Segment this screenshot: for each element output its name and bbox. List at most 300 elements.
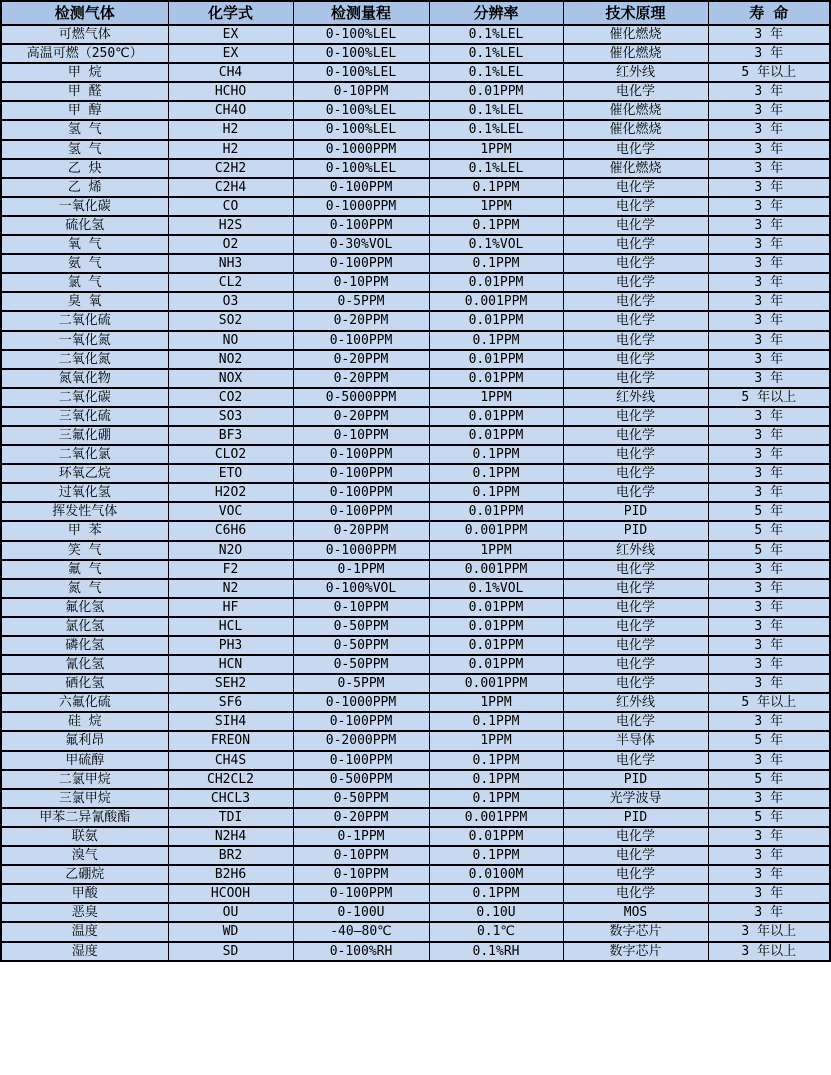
gas-name-cell: 一氧化碳 (1, 197, 168, 216)
gas-name-cell: 湿度 (1, 942, 168, 961)
chemical-formula-cell: C6H6 (168, 521, 293, 540)
table-row (1, 521, 830, 540)
resolution-cell: 0.001PPM (429, 560, 563, 579)
principle-cell: PID (563, 770, 708, 789)
resolution-cell: 0.01PPM (429, 598, 563, 617)
detection-range-cell: 0-10PPM (293, 865, 429, 884)
resolution-cell: 0.01PPM (429, 655, 563, 674)
detection-range-cell: 0-20PPM (293, 407, 429, 426)
chemical-formula-cell: FREON (168, 731, 293, 750)
gas-name-cell: 挥发性气体 (1, 502, 168, 521)
gas-name-cell: 氢 气 (1, 120, 168, 139)
resolution-cell: 0.01PPM (429, 827, 563, 846)
lifespan-cell: 3 年 (708, 789, 830, 808)
lifespan-cell: 3 年 (708, 560, 830, 579)
table-row (1, 560, 830, 579)
lifespan-cell: 3 年 (708, 751, 830, 770)
gas-name-cell: 氯 气 (1, 273, 168, 292)
detection-range-cell: 0-2000PPM (293, 731, 429, 750)
lifespan-cell: 3 年以上 (708, 942, 830, 961)
gas-name-cell: 三氯甲烷 (1, 789, 168, 808)
lifespan-cell: 5 年以上 (708, 693, 830, 712)
detection-range-cell: 0-100%LEL (293, 25, 429, 44)
detection-range-cell: 0-100%VOL (293, 579, 429, 598)
gas-name-cell: 甲 苯 (1, 521, 168, 540)
table-row (1, 178, 830, 197)
lifespan-cell: 3 年 (708, 464, 830, 483)
detection-range-cell: 0-1PPM (293, 560, 429, 579)
principle-cell: PID (563, 521, 708, 540)
resolution-cell: 0.001PPM (429, 808, 563, 827)
table-row (1, 579, 830, 598)
resolution-cell: 0.1PPM (429, 254, 563, 273)
resolution-cell: 1PPM (429, 731, 563, 750)
detection-range-cell: 0-20PPM (293, 350, 429, 369)
detection-range-cell: -40—80℃ (293, 922, 429, 941)
lifespan-cell: 5 年以上 (708, 63, 830, 82)
detection-range-cell: 0-10PPM (293, 82, 429, 101)
table-row (1, 865, 830, 884)
resolution-cell: 0.01PPM (429, 82, 563, 101)
table-row (1, 44, 830, 63)
lifespan-cell: 3 年 (708, 273, 830, 292)
chemical-formula-cell: HCN (168, 655, 293, 674)
resolution-cell: 1PPM (429, 541, 563, 560)
detection-range-cell: 0-100PPM (293, 483, 429, 502)
gas-name-cell: 二氧化氮 (1, 350, 168, 369)
lifespan-cell: 5 年以上 (708, 388, 830, 407)
lifespan-cell: 3 年 (708, 216, 830, 235)
resolution-cell: 0.01PPM (429, 311, 563, 330)
table-row (1, 63, 830, 82)
table-row (1, 120, 830, 139)
chemical-formula-cell: H2 (168, 120, 293, 139)
column-header-gas-name: 检测气体 (1, 1, 168, 25)
table-row (1, 292, 830, 311)
principle-cell: 电化学 (563, 483, 708, 502)
principle-cell: MOS (563, 903, 708, 922)
resolution-cell: 1PPM (429, 388, 563, 407)
resolution-cell: 0.01PPM (429, 369, 563, 388)
lifespan-cell: 3 年 (708, 44, 830, 63)
detection-range-cell: 0-100%LEL (293, 101, 429, 120)
resolution-cell: 0.1PPM (429, 712, 563, 731)
detection-range-cell: 0-1PPM (293, 827, 429, 846)
gas-name-cell: 氟 气 (1, 560, 168, 579)
lifespan-cell: 3 年 (708, 197, 830, 216)
principle-cell: 电化学 (563, 598, 708, 617)
lifespan-cell: 3 年 (708, 292, 830, 311)
principle-cell: 红外线 (563, 541, 708, 560)
detection-range-cell: 0-100PPM (293, 445, 429, 464)
column-header-chemical-formula: 化学式 (168, 1, 293, 25)
lifespan-cell: 3 年 (708, 331, 830, 350)
resolution-cell: 0.001PPM (429, 521, 563, 540)
gas-name-cell: 二氧化碳 (1, 388, 168, 407)
table-row (1, 617, 830, 636)
table-row (1, 445, 830, 464)
resolution-cell: 1PPM (429, 197, 563, 216)
lifespan-cell: 3 年 (708, 426, 830, 445)
gas-name-cell: 可燃气体 (1, 25, 168, 44)
chemical-formula-cell: EX (168, 44, 293, 63)
chemical-formula-cell: EX (168, 25, 293, 44)
table-row (1, 541, 830, 560)
gas-name-cell: 温度 (1, 922, 168, 941)
chemical-formula-cell: H2 (168, 140, 293, 159)
gas-name-cell: 硅 烷 (1, 712, 168, 731)
chemical-formula-cell: ETO (168, 464, 293, 483)
principle-cell: 电化学 (563, 350, 708, 369)
principle-cell: 电化学 (563, 636, 708, 655)
lifespan-cell: 3 年 (708, 350, 830, 369)
chemical-formula-cell: CO (168, 197, 293, 216)
resolution-cell: 1PPM (429, 140, 563, 159)
lifespan-cell: 3 年 (708, 25, 830, 44)
detection-range-cell: 0-100%LEL (293, 159, 429, 178)
table-row (1, 827, 830, 846)
gas-name-cell: 环氧乙烷 (1, 464, 168, 483)
table-row (1, 82, 830, 101)
gas-name-cell: 氨 气 (1, 254, 168, 273)
principle-cell: 电化学 (563, 235, 708, 254)
chemical-formula-cell: C2H4 (168, 178, 293, 197)
chemical-formula-cell: PH3 (168, 636, 293, 655)
resolution-cell: 0.01PPM (429, 617, 563, 636)
gas-name-cell: 氢 气 (1, 140, 168, 159)
chemical-formula-cell: SO3 (168, 407, 293, 426)
resolution-cell: 0.1PPM (429, 884, 563, 903)
table-row (1, 674, 830, 693)
detection-range-cell: 0-10PPM (293, 598, 429, 617)
resolution-cell: 0.01PPM (429, 636, 563, 655)
chemical-formula-cell: SF6 (168, 693, 293, 712)
principle-cell: 电化学 (563, 560, 708, 579)
resolution-cell: 0.1PPM (429, 789, 563, 808)
resolution-cell: 0.1%LEL (429, 44, 563, 63)
chemical-formula-cell: HCL (168, 617, 293, 636)
principle-cell: 催化燃烧 (563, 120, 708, 139)
principle-cell: 红外线 (563, 388, 708, 407)
detection-range-cell: 0-500PPM (293, 770, 429, 789)
gas-name-cell: 氧 气 (1, 235, 168, 254)
principle-cell: 电化学 (563, 407, 708, 426)
chemical-formula-cell: CLO2 (168, 445, 293, 464)
principle-cell: 电化学 (563, 82, 708, 101)
chemical-formula-cell: HF (168, 598, 293, 617)
gas-name-cell: 二氯甲烷 (1, 770, 168, 789)
principle-cell: 红外线 (563, 693, 708, 712)
lifespan-cell: 3 年 (708, 636, 830, 655)
detection-range-cell: 0-20PPM (293, 369, 429, 388)
detection-range-cell: 0-100PPM (293, 884, 429, 903)
table-row (1, 483, 830, 502)
principle-cell: 数字芯片 (563, 942, 708, 961)
chemical-formula-cell: F2 (168, 560, 293, 579)
column-header-detection-range: 检测量程 (293, 1, 429, 25)
lifespan-cell: 3 年 (708, 101, 830, 120)
table-row (1, 846, 830, 865)
chemical-formula-cell: CH4 (168, 63, 293, 82)
chemical-formula-cell: CO2 (168, 388, 293, 407)
principle-cell: 电化学 (563, 273, 708, 292)
chemical-formula-cell: BF3 (168, 426, 293, 445)
chemical-formula-cell: NO2 (168, 350, 293, 369)
detection-range-cell: 0-100U (293, 903, 429, 922)
detection-range-cell: 0-1000PPM (293, 541, 429, 560)
table-row (1, 712, 830, 731)
table-row (1, 273, 830, 292)
table-row (1, 884, 830, 903)
detection-range-cell: 0-100%LEL (293, 120, 429, 139)
lifespan-cell: 3 年 (708, 140, 830, 159)
detection-range-cell: 0-100PPM (293, 464, 429, 483)
resolution-cell: 0.1%LEL (429, 159, 563, 178)
lifespan-cell: 3 年 (708, 483, 830, 502)
detection-range-cell: 0-100%RH (293, 942, 429, 961)
principle-cell: 电化学 (563, 426, 708, 445)
principle-cell: 电化学 (563, 197, 708, 216)
principle-cell: 电化学 (563, 751, 708, 770)
table-row (1, 159, 830, 178)
principle-cell: 催化燃烧 (563, 159, 708, 178)
chemical-formula-cell: N2H4 (168, 827, 293, 846)
resolution-cell: 1PPM (429, 693, 563, 712)
lifespan-cell: 3 年 (708, 311, 830, 330)
detection-range-cell: 0-50PPM (293, 636, 429, 655)
resolution-cell: 0.01PPM (429, 407, 563, 426)
chemical-formula-cell: N2 (168, 579, 293, 598)
header-row (1, 1, 830, 25)
table-row (1, 311, 830, 330)
detection-range-cell: 0-100%LEL (293, 63, 429, 82)
gas-name-cell: 氰化氢 (1, 655, 168, 674)
gas-name-cell: 笑 气 (1, 541, 168, 560)
chemical-formula-cell: TDI (168, 808, 293, 827)
lifespan-cell: 3 年 (708, 159, 830, 178)
principle-cell: 电化学 (563, 216, 708, 235)
lifespan-cell: 3 年 (708, 407, 830, 426)
resolution-cell: 0.1PPM (429, 751, 563, 770)
resolution-cell: 0.1%VOL (429, 579, 563, 598)
principle-cell: 电化学 (563, 655, 708, 674)
principle-cell: 催化燃烧 (563, 25, 708, 44)
chemical-formula-cell: CHCL3 (168, 789, 293, 808)
resolution-cell: 0.1PPM (429, 216, 563, 235)
principle-cell: 电化学 (563, 445, 708, 464)
gas-name-cell: 恶臭 (1, 903, 168, 922)
chemical-formula-cell: CH4O (168, 101, 293, 120)
resolution-cell: 0.1PPM (429, 483, 563, 502)
table-row (1, 101, 830, 120)
detection-range-cell: 0-100PPM (293, 712, 429, 731)
gas-name-cell: 三氧化硫 (1, 407, 168, 426)
chemical-formula-cell: O3 (168, 292, 293, 311)
gas-name-cell: 高温可燃（250℃） (1, 44, 168, 63)
principle-cell: 电化学 (563, 865, 708, 884)
resolution-cell: 0.1%VOL (429, 235, 563, 254)
detection-range-cell: 0-30%VOL (293, 235, 429, 254)
detection-range-cell: 0-5000PPM (293, 388, 429, 407)
lifespan-cell: 3 年 (708, 884, 830, 903)
detection-range-cell: 0-10PPM (293, 426, 429, 445)
principle-cell: 电化学 (563, 674, 708, 693)
table-body (1, 25, 830, 961)
gas-name-cell: 氟化氢 (1, 598, 168, 617)
gas-name-cell: 二氧化氯 (1, 445, 168, 464)
chemical-formula-cell: H2S (168, 216, 293, 235)
table-row (1, 407, 830, 426)
resolution-cell: 0.1PPM (429, 331, 563, 350)
table-row (1, 731, 830, 750)
detection-range-cell: 0-10PPM (293, 273, 429, 292)
chemical-formula-cell: NO (168, 331, 293, 350)
chemical-formula-cell: H2O2 (168, 483, 293, 502)
table-row (1, 197, 830, 216)
resolution-cell: 0.1%LEL (429, 120, 563, 139)
chemical-formula-cell: SIH4 (168, 712, 293, 731)
chemical-formula-cell: HCHO (168, 82, 293, 101)
chemical-formula-cell: SD (168, 942, 293, 961)
gas-name-cell: 氯化氢 (1, 617, 168, 636)
principle-cell: 电化学 (563, 464, 708, 483)
gas-name-cell: 磷化氢 (1, 636, 168, 655)
gas-name-cell: 甲 烷 (1, 63, 168, 82)
lifespan-cell: 3 年 (708, 579, 830, 598)
principle-cell: PID (563, 808, 708, 827)
principle-cell: 催化燃烧 (563, 44, 708, 63)
detection-range-cell: 0-5PPM (293, 674, 429, 693)
chemical-formula-cell: NH3 (168, 254, 293, 273)
resolution-cell: 0.1PPM (429, 445, 563, 464)
table-row (1, 922, 830, 941)
resolution-cell: 0.10U (429, 903, 563, 922)
chemical-formula-cell: OU (168, 903, 293, 922)
table-row (1, 331, 830, 350)
table-row (1, 655, 830, 674)
table-row (1, 254, 830, 273)
table-row (1, 502, 830, 521)
chemical-formula-cell: C2H2 (168, 159, 293, 178)
principle-cell: 半导体 (563, 731, 708, 750)
detection-range-cell: 0-20PPM (293, 808, 429, 827)
resolution-cell: 0.1PPM (429, 178, 563, 197)
detection-range-cell: 0-100PPM (293, 254, 429, 273)
principle-cell: 电化学 (563, 712, 708, 731)
lifespan-cell: 3 年 (708, 903, 830, 922)
chemical-formula-cell: O2 (168, 235, 293, 254)
table-row (1, 789, 830, 808)
lifespan-cell: 3 年 (708, 369, 830, 388)
principle-cell: 电化学 (563, 617, 708, 636)
table-row (1, 25, 830, 44)
detection-range-cell: 0-50PPM (293, 789, 429, 808)
lifespan-cell: 3 年 (708, 598, 830, 617)
gas-name-cell: 乙 烯 (1, 178, 168, 197)
principle-cell: 电化学 (563, 846, 708, 865)
gas-name-cell: 甲 醇 (1, 101, 168, 120)
lifespan-cell: 3 年 (708, 82, 830, 101)
resolution-cell: 0.001PPM (429, 674, 563, 693)
detection-range-cell: 0-100PPM (293, 751, 429, 770)
gas-name-cell: 乙硼烷 (1, 865, 168, 884)
lifespan-cell: 5 年 (708, 731, 830, 750)
table-row (1, 350, 830, 369)
lifespan-cell: 3 年 (708, 846, 830, 865)
detection-range-cell: 0-100PPM (293, 331, 429, 350)
table-row (1, 942, 830, 961)
gas-name-cell: 联氨 (1, 827, 168, 846)
chemical-formula-cell: NOX (168, 369, 293, 388)
table-row (1, 751, 830, 770)
chemical-formula-cell: VOC (168, 502, 293, 521)
gas-name-cell: 乙 炔 (1, 159, 168, 178)
gas-name-cell: 甲 醛 (1, 82, 168, 101)
gas-name-cell: 氮 气 (1, 579, 168, 598)
detection-range-cell: 0-5PPM (293, 292, 429, 311)
lifespan-cell: 3 年 (708, 617, 830, 636)
detection-range-cell: 0-1000PPM (293, 693, 429, 712)
principle-cell: 电化学 (563, 331, 708, 350)
lifespan-cell: 3 年以上 (708, 922, 830, 941)
table-row (1, 388, 830, 407)
lifespan-cell: 3 年 (708, 712, 830, 731)
resolution-cell: 0.1PPM (429, 770, 563, 789)
chemical-formula-cell: B2H6 (168, 865, 293, 884)
principle-cell: PID (563, 502, 708, 521)
detection-range-cell: 0-50PPM (293, 655, 429, 674)
lifespan-cell: 5 年 (708, 521, 830, 540)
gas-name-cell: 三氟化硼 (1, 426, 168, 445)
gas-name-cell: 甲硫醇 (1, 751, 168, 770)
chemical-formula-cell: HCOOH (168, 884, 293, 903)
table-row (1, 636, 830, 655)
gas-name-cell: 一氧化氮 (1, 331, 168, 350)
resolution-cell: 0.1%RH (429, 942, 563, 961)
lifespan-cell: 3 年 (708, 445, 830, 464)
gas-name-cell: 硫化氢 (1, 216, 168, 235)
column-header-resolution: 分辨率 (429, 1, 563, 25)
resolution-cell: 0.1PPM (429, 846, 563, 865)
chemical-formula-cell: CH4S (168, 751, 293, 770)
chemical-formula-cell: N2O (168, 541, 293, 560)
principle-cell: 电化学 (563, 884, 708, 903)
lifespan-cell: 3 年 (708, 865, 830, 884)
lifespan-cell: 5 年 (708, 808, 830, 827)
principle-cell: 催化燃烧 (563, 101, 708, 120)
resolution-cell: 0.1%LEL (429, 63, 563, 82)
lifespan-cell: 3 年 (708, 178, 830, 197)
detection-range-cell: 0-20PPM (293, 521, 429, 540)
detection-range-cell: 0-100PPM (293, 178, 429, 197)
principle-cell: 电化学 (563, 178, 708, 197)
gas-name-cell: 过氧化氢 (1, 483, 168, 502)
lifespan-cell: 5 年 (708, 541, 830, 560)
detection-range-cell: 0-100PPM (293, 216, 429, 235)
principle-cell: 红外线 (563, 63, 708, 82)
resolution-cell: 0.01PPM (429, 273, 563, 292)
gas-name-cell: 甲酸 (1, 884, 168, 903)
detection-range-cell: 0-10PPM (293, 846, 429, 865)
resolution-cell: 0.1℃ (429, 922, 563, 941)
table-row (1, 808, 830, 827)
principle-cell: 电化学 (563, 254, 708, 273)
chemical-formula-cell: SEH2 (168, 674, 293, 693)
gas-name-cell: 硒化氢 (1, 674, 168, 693)
lifespan-cell: 3 年 (708, 254, 830, 273)
principle-cell: 电化学 (563, 292, 708, 311)
gas-name-cell: 二氧化硫 (1, 311, 168, 330)
